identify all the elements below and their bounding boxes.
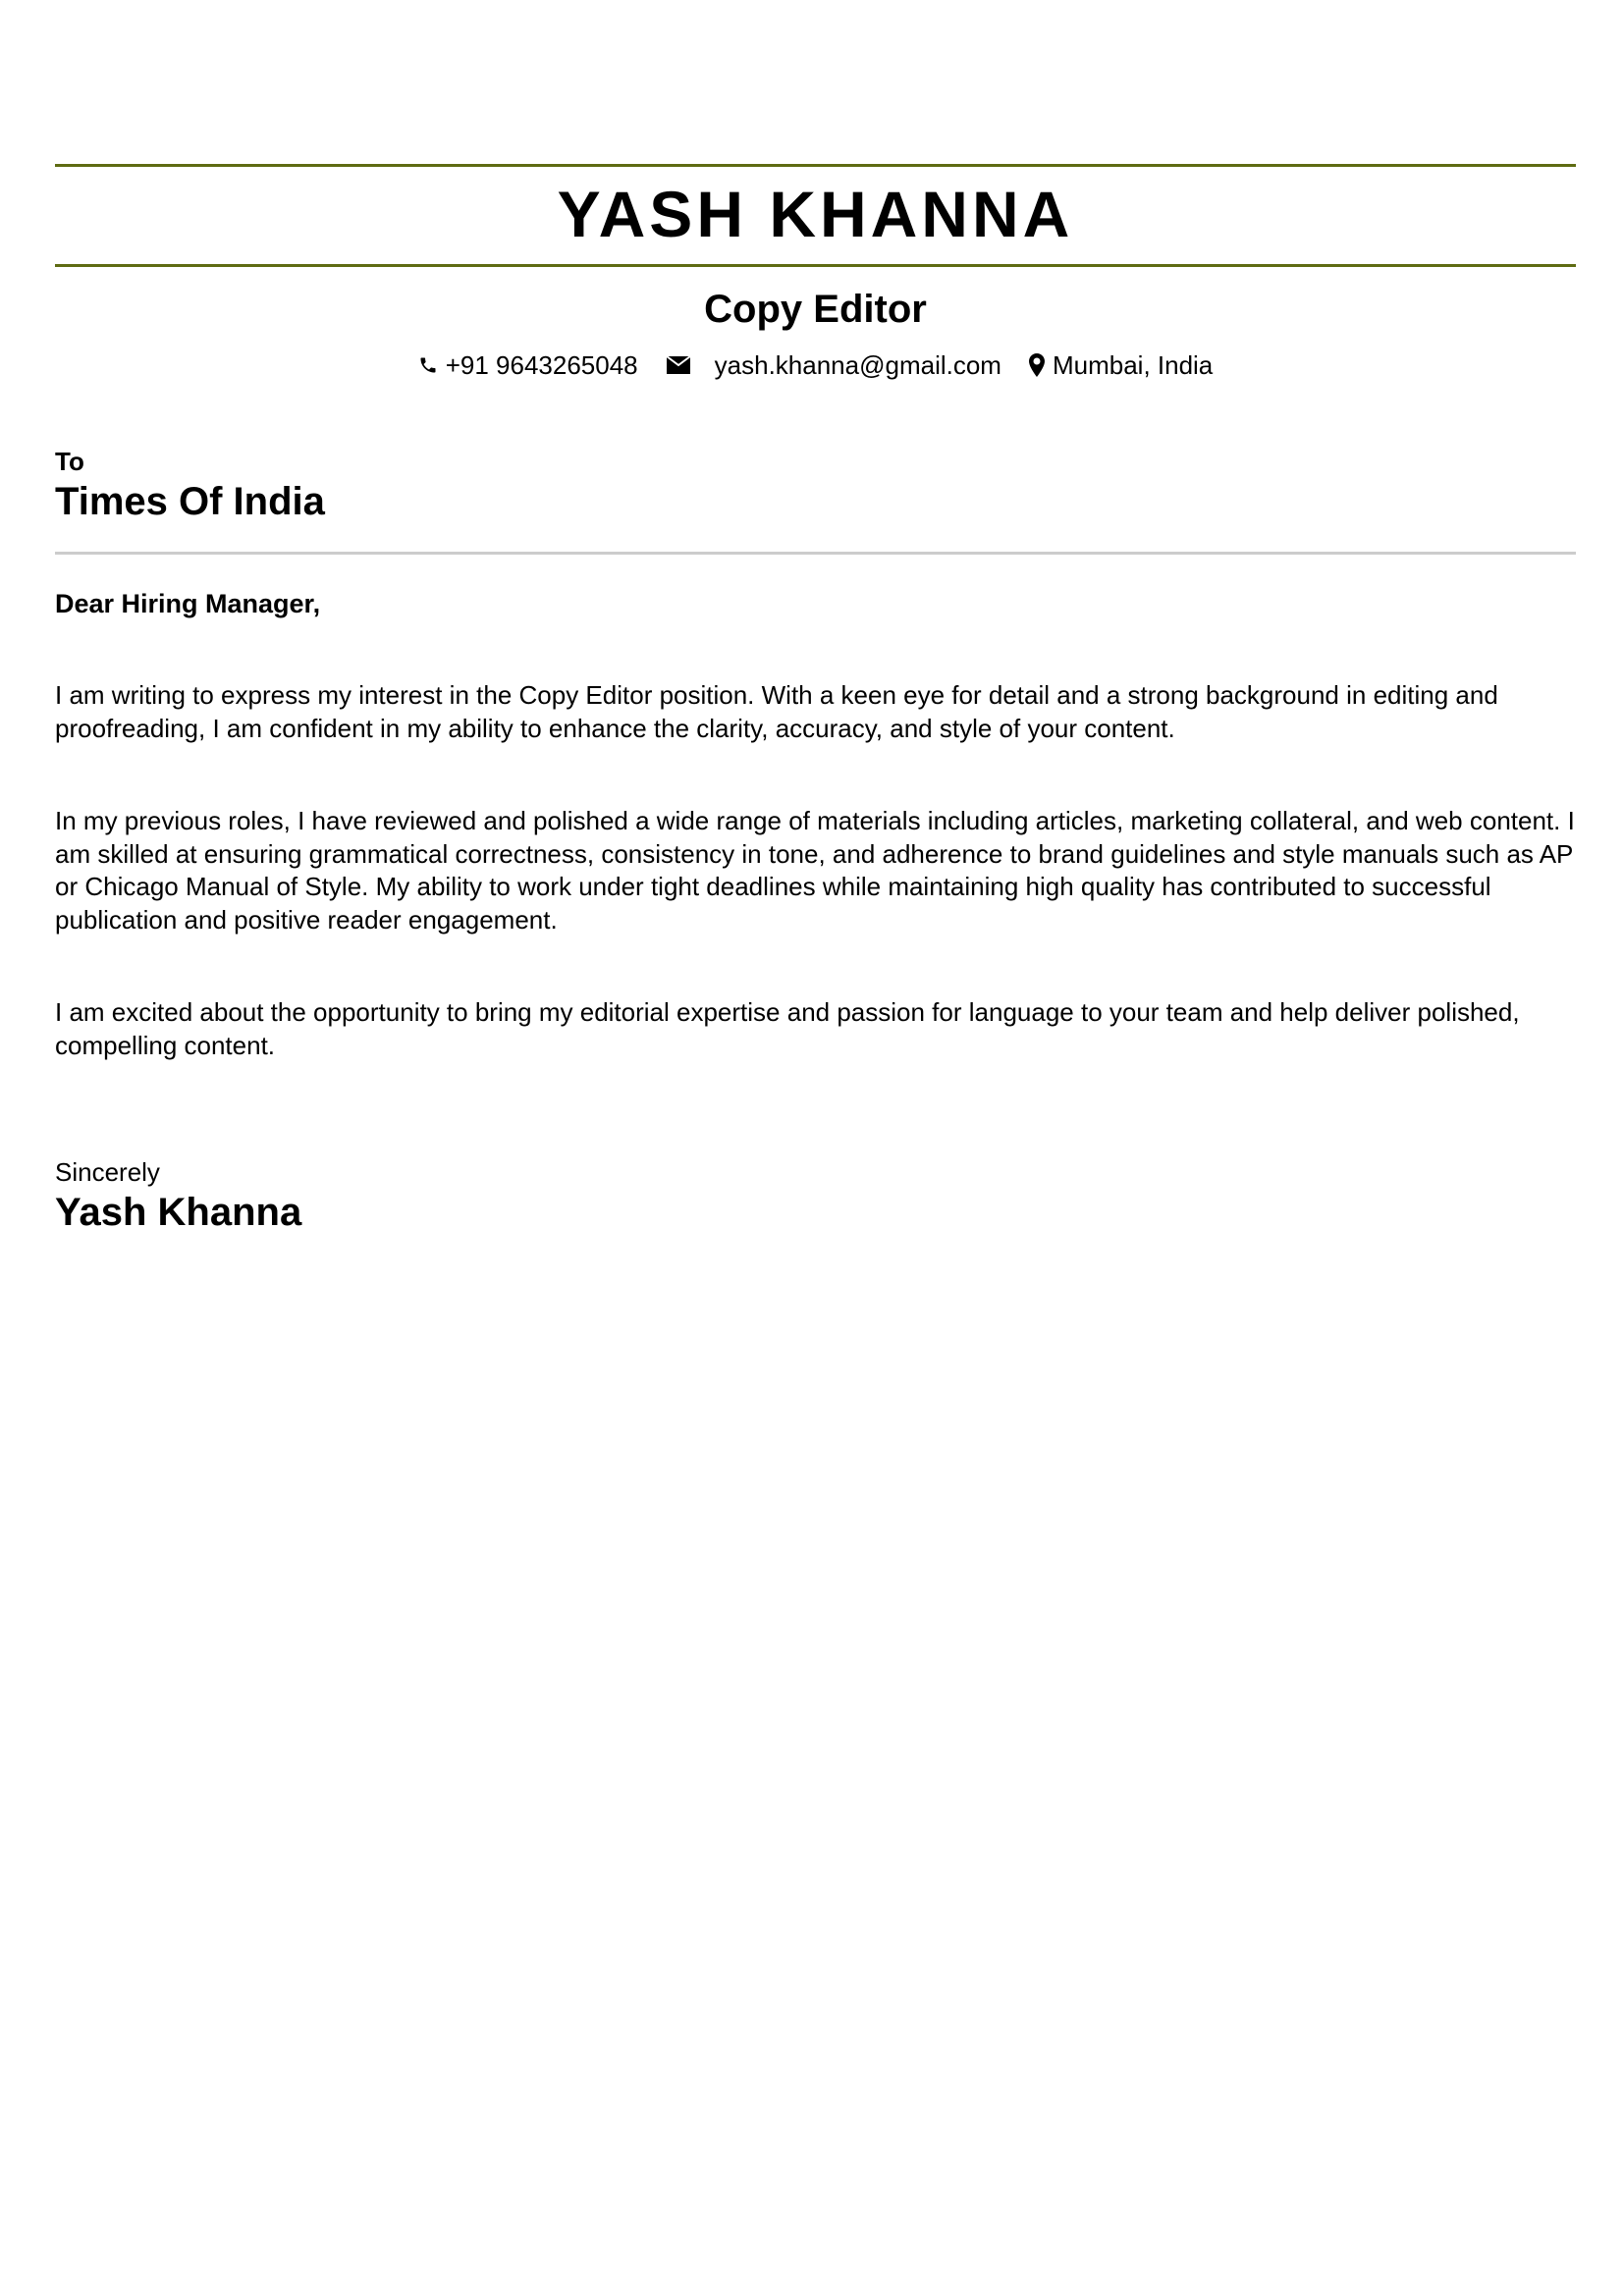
salutation: Dear Hiring Manager,	[55, 589, 321, 618]
map-pin-icon	[1029, 353, 1045, 377]
cover-letter-page	[55, 0, 1576, 1237]
closing: Sincerely	[55, 1157, 160, 1187]
header-bottom-rule	[55, 264, 1576, 267]
envelope-icon	[666, 355, 691, 375]
body-paragraph-2: In my previous roles, I have reviewed and polished a wide range of materials including articles, marketing collateral, and web content. I am skilled at ensuring grammatical correctness, consistency in tone, and adherence to brand guidelines and style manuals such as AP or Chicago Manual of Style. My ability to work under tight deadlines while maintaining high quality has contributed to successful publication and positive reader engagement.	[55, 806, 1575, 934]
signature: Yash Khanna	[55, 1191, 302, 1234]
contact-email	[666, 347, 1001, 383]
body-paragraph-3: I am excited about the opportunity to bring my editorial expertise and passion for language to your team and help deliver polished, compelling content.	[55, 997, 1520, 1060]
recipient-company: Times Of India	[55, 480, 325, 523]
body-paragraph-1: I am writing to express my interest in the Copy Editor position. With a keen eye for detail and a strong background in editing and proofreading, I am confident in my ability to enhance the clarity, accuracy, and style of your content.	[55, 680, 1498, 743]
recipient-label: To	[55, 447, 84, 476]
contact-row	[55, 347, 1576, 383]
email-text: yash.khanna@gmail.com	[714, 350, 1001, 380]
phone-icon	[418, 354, 438, 376]
applicant-name: YASH KHANNA	[557, 178, 1074, 250]
phone-text: +91 9643265048	[445, 350, 638, 380]
section-divider	[55, 552, 1576, 555]
contact-phone	[418, 347, 638, 383]
job-title: Copy Editor	[704, 288, 927, 331]
contact-location	[1029, 347, 1213, 383]
location-text: Mumbai, India	[1052, 350, 1214, 380]
